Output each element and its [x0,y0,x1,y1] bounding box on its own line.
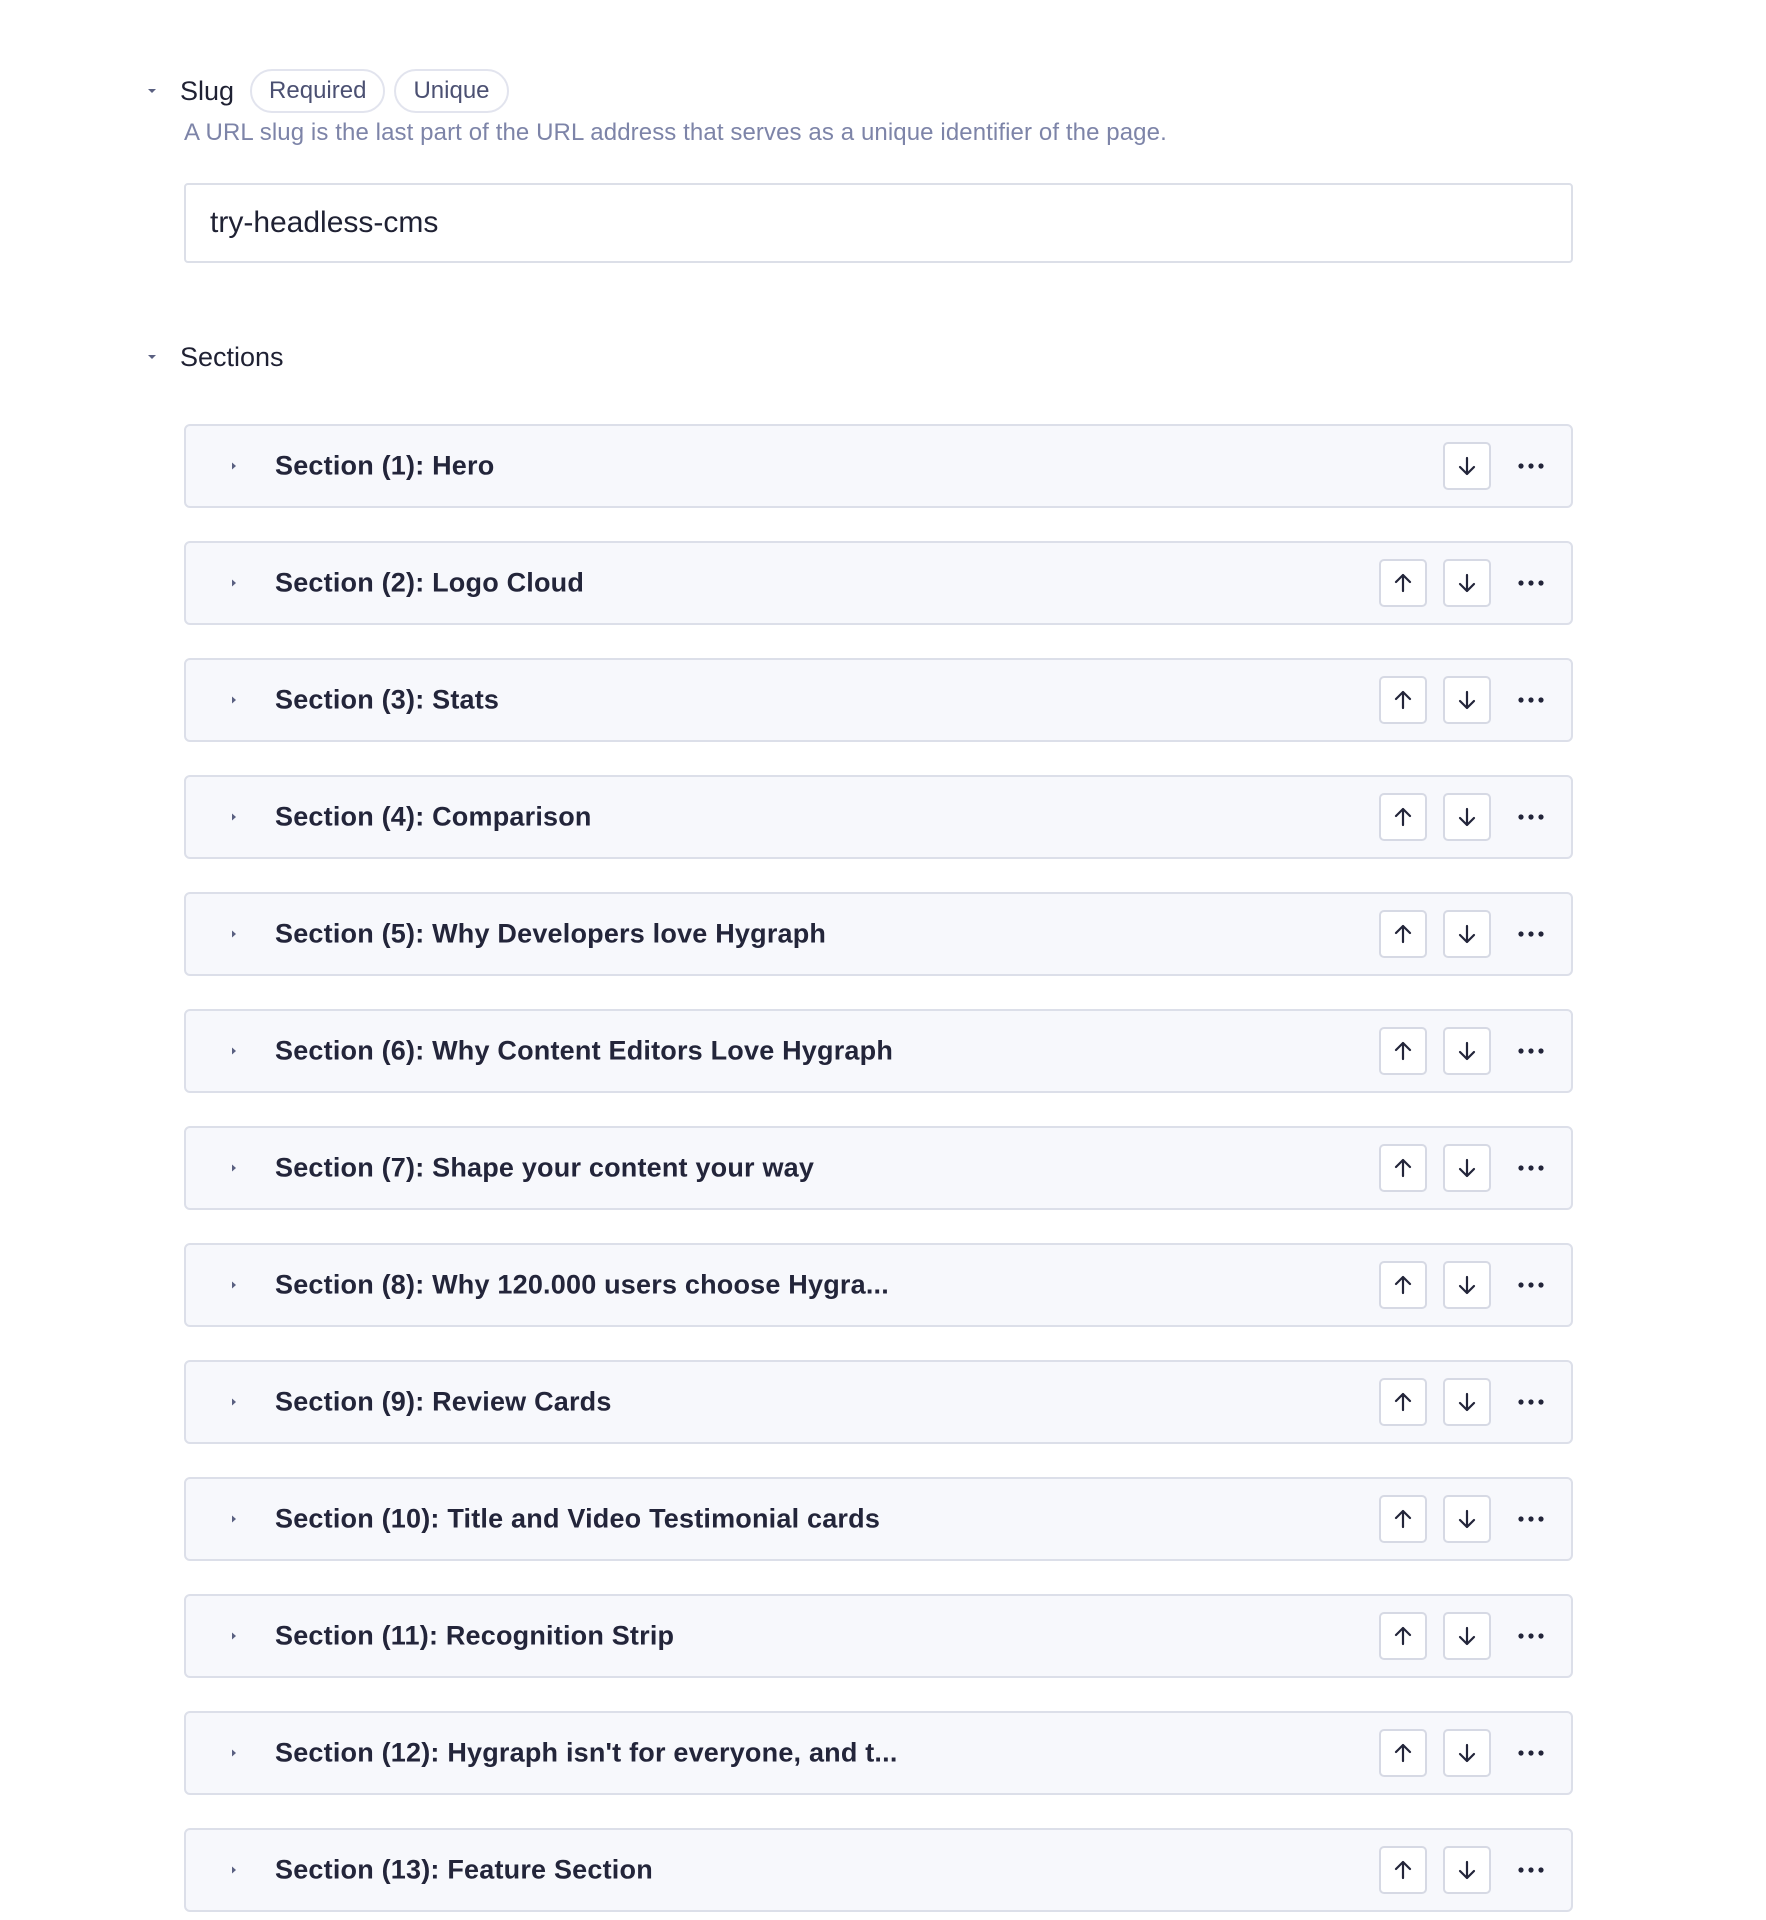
caret-down-icon [145,84,159,98]
section-row-10[interactable] [184,1477,1573,1561]
sections-field-header [135,335,284,379]
move-up-button[interactable] [1379,1027,1427,1075]
caret-right-icon [228,1045,240,1057]
more-options-button[interactable] [1507,1495,1555,1543]
more-options-button[interactable] [1507,1612,1555,1660]
more-options-button[interactable] [1507,910,1555,958]
section-row-1[interactable] [184,424,1573,508]
section-row-8[interactable] [184,1243,1573,1327]
more-options-button[interactable] [1507,1846,1555,1894]
section-row-5[interactable] [184,892,1573,976]
sections-list [184,424,1573,1920]
arrow-up-icon [1391,805,1415,829]
more-options-button[interactable] [1507,1027,1555,1075]
more-options-button[interactable] [1507,676,1555,724]
more-horizontal-icon [1517,1047,1545,1055]
move-down-button[interactable] [1443,559,1491,607]
arrow-down-icon [1455,1156,1479,1180]
section-expand-toggle[interactable] [222,1390,246,1414]
arrow-down-icon [1455,922,1479,946]
sections-field-label: Sections [180,341,284,372]
section-row-2[interactable] [184,541,1573,625]
section-title: Section (9): Review Cards [275,1386,612,1417]
arrow-up-icon [1391,1858,1415,1882]
section-actions [1363,1612,1555,1660]
move-down-button[interactable] [1443,793,1491,841]
arrow-up-icon [1391,688,1415,712]
caret-right-icon [228,1396,240,1408]
section-row-11[interactable] [184,1594,1573,1678]
section-expand-toggle[interactable] [222,1039,246,1063]
arrow-down-icon [1455,1741,1479,1765]
section-expand-toggle[interactable] [222,571,246,595]
caret-right-icon [228,577,240,589]
move-up-button[interactable] [1379,1729,1427,1777]
section-actions [1363,1495,1555,1543]
section-expand-toggle[interactable] [222,1858,246,1882]
more-options-button[interactable] [1507,442,1555,490]
section-expand-toggle[interactable] [222,1507,246,1531]
unique-badge: Unique [394,69,508,113]
move-down-button[interactable] [1443,1846,1491,1894]
arrow-up-icon [1391,1273,1415,1297]
arrow-down-icon [1455,1624,1479,1648]
move-down-button[interactable] [1443,1729,1491,1777]
move-up-button[interactable] [1379,1846,1427,1894]
caret-right-icon [228,694,240,706]
more-horizontal-icon [1517,1164,1545,1172]
arrow-down-icon [1455,571,1479,595]
caret-right-icon [228,928,240,940]
move-up-button[interactable] [1379,1378,1427,1426]
slug-field-label: Slug [180,75,235,106]
caret-right-icon [228,1747,240,1759]
slug-field-header [135,69,509,113]
section-title: Section (11): Recognition Strip [275,1620,675,1651]
section-actions [1363,1378,1555,1426]
more-options-button[interactable] [1507,1144,1555,1192]
caret-down-icon [145,350,159,364]
more-options-button[interactable] [1507,1261,1555,1309]
section-row-4[interactable] [184,775,1573,859]
caret-right-icon [228,1630,240,1642]
move-down-button[interactable] [1443,442,1491,490]
section-title: Section (13): Feature Section [275,1854,653,1885]
move-down-button[interactable] [1443,676,1491,724]
section-actions [1363,1144,1555,1192]
caret-right-icon [228,811,240,823]
move-down-button[interactable] [1443,1144,1491,1192]
more-options-button[interactable] [1507,793,1555,841]
section-expand-toggle[interactable] [222,688,246,712]
section-title: Section (4): Comparison [275,801,592,832]
move-up-button[interactable] [1379,676,1427,724]
caret-right-icon [228,1513,240,1525]
section-actions [1363,910,1555,958]
more-horizontal-icon [1517,696,1545,704]
section-row-9[interactable] [184,1360,1573,1444]
section-actions [1363,1846,1555,1894]
section-title: Section (1): Hero [275,450,495,481]
section-row-12[interactable] [184,1711,1573,1795]
more-options-button[interactable] [1507,1729,1555,1777]
move-down-button[interactable] [1443,1378,1491,1426]
move-up-button[interactable] [1379,1261,1427,1309]
arrow-down-icon [1455,1039,1479,1063]
section-title: Section (6): Why Content Editors Love Hygraph [275,1035,894,1066]
more-options-button[interactable] [1507,559,1555,607]
section-title: Section (5): Why Developers love Hygraph [275,918,827,949]
more-horizontal-icon [1517,579,1545,587]
section-title: Section (10): Title and Video Testimonial cards [275,1503,881,1534]
more-horizontal-icon [1517,1398,1545,1406]
section-title: Section (12): Hygraph isn't for everyone, and t... [275,1737,898,1768]
arrow-up-icon [1391,1039,1415,1063]
more-horizontal-icon [1517,1281,1545,1289]
caret-right-icon [228,1162,240,1174]
more-horizontal-icon [1517,930,1545,938]
more-horizontal-icon [1517,462,1545,470]
arrow-up-icon [1391,1741,1415,1765]
arrow-up-icon [1391,1390,1415,1414]
section-expand-toggle[interactable] [222,1624,246,1648]
move-up-button[interactable] [1379,1144,1427,1192]
section-title: Section (8): Why 120.000 users choose Hygra... [275,1269,889,1300]
section-actions [1363,1027,1555,1075]
caret-right-icon [228,460,240,472]
required-badge: Required [250,69,385,113]
section-title: Section (2): Logo Cloud [275,567,585,598]
more-horizontal-icon [1517,1515,1545,1523]
move-up-button[interactable] [1379,559,1427,607]
arrow-up-icon [1391,571,1415,595]
move-up-button[interactable] [1379,910,1427,958]
move-down-button[interactable] [1443,1495,1491,1543]
more-horizontal-icon [1517,813,1545,821]
arrow-down-icon [1455,1858,1479,1882]
move-down-button[interactable] [1443,1027,1491,1075]
arrow-down-icon [1455,805,1479,829]
section-title: Section (3): Stats [275,684,500,715]
slug-input[interactable] [184,183,1573,263]
more-options-button[interactable] [1507,1378,1555,1426]
more-horizontal-icon [1517,1749,1545,1757]
arrow-down-icon [1455,1273,1479,1297]
caret-right-icon [228,1279,240,1291]
move-down-button[interactable] [1443,1612,1491,1660]
more-horizontal-icon [1517,1866,1545,1874]
more-horizontal-icon [1517,1632,1545,1640]
section-actions [1363,793,1555,841]
section-actions [1427,442,1555,490]
section-expand-toggle[interactable] [222,1273,246,1297]
move-up-button[interactable] [1379,1495,1427,1543]
move-down-button[interactable] [1443,910,1491,958]
arrow-up-icon [1391,922,1415,946]
section-expand-toggle[interactable] [222,1741,246,1765]
sections-collapse-toggle[interactable] [135,340,169,374]
arrow-up-icon [1391,1507,1415,1531]
slug-help-text: A URL slug is the last part of the URL address that serves as a unique identifier of the page. [184,119,1167,146]
caret-right-icon [228,1864,240,1876]
move-up-button[interactable] [1379,1612,1427,1660]
section-expand-toggle[interactable] [222,1156,246,1180]
section-row-3[interactable] [184,658,1573,742]
move-up-button[interactable] [1379,793,1427,841]
section-actions [1363,1729,1555,1777]
section-row-7[interactable] [184,1126,1573,1210]
section-row-6[interactable] [184,1009,1573,1093]
section-title: Section (7): Shape your content your way [275,1152,815,1183]
section-actions [1363,1261,1555,1309]
section-expand-toggle[interactable] [222,454,246,478]
arrow-down-icon [1455,454,1479,478]
section-actions [1363,676,1555,724]
slug-collapse-toggle[interactable] [135,74,169,108]
arrow-down-icon [1455,1390,1479,1414]
move-down-button[interactable] [1443,1261,1491,1309]
section-actions [1363,559,1555,607]
arrow-up-icon [1391,1156,1415,1180]
section-expand-toggle[interactable] [222,805,246,829]
arrow-up-icon [1391,1624,1415,1648]
arrow-down-icon [1455,1507,1479,1531]
section-row-13[interactable] [184,1828,1573,1912]
section-expand-toggle[interactable] [222,922,246,946]
arrow-down-icon [1455,688,1479,712]
